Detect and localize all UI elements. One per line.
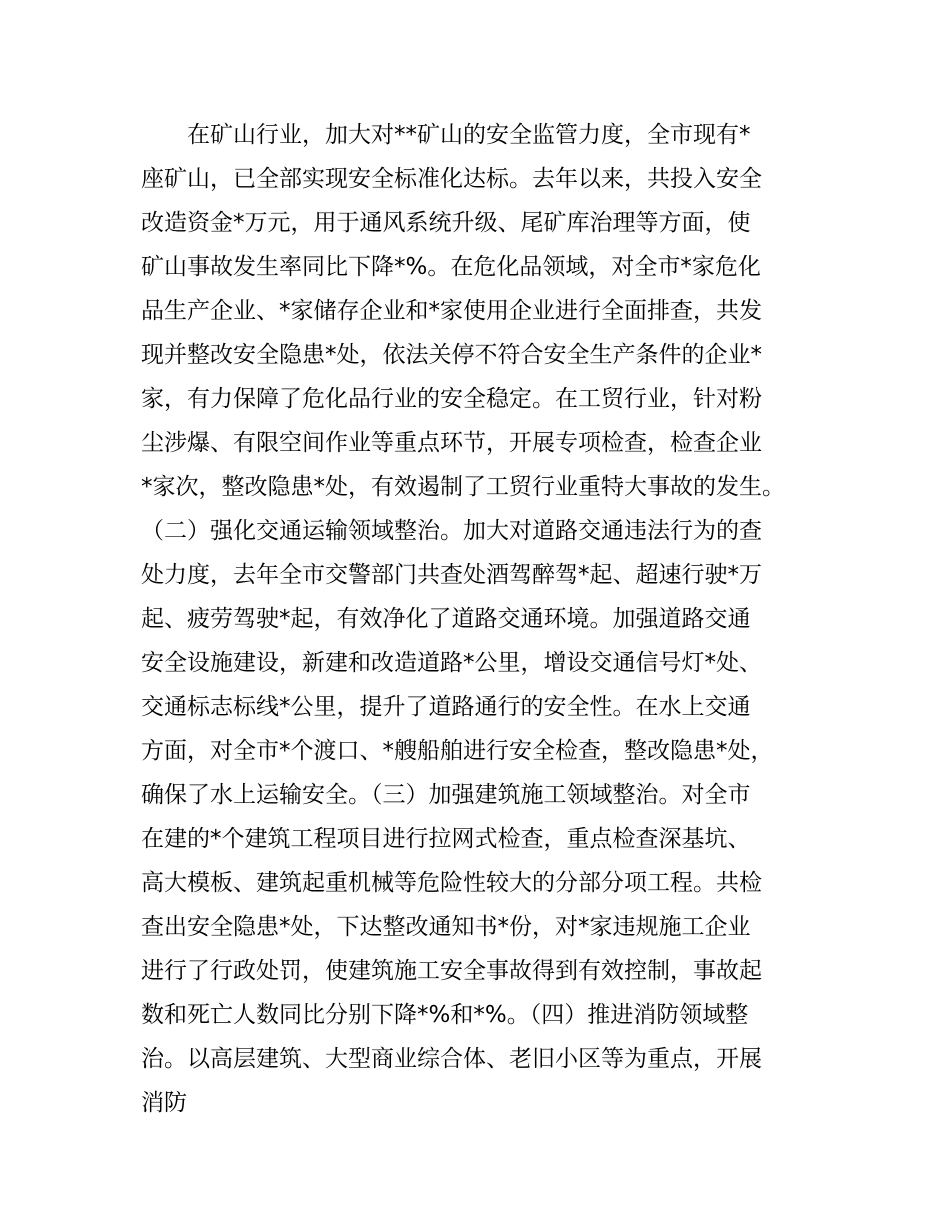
text-line: 家，有力保障了危化品行业的安全稳定。在工贸行业，针对粉	[141, 386, 762, 412]
text-line: 起、疲劳驾驶*起，有效净化了道路交通环境。加强道路交通	[141, 606, 751, 632]
body-paragraph	[141, 113, 831, 1125]
text-line: 尘涉爆、有限空间作业等重点环节，开展专项检查，检查企业	[141, 430, 762, 456]
text-line: 确保了水上运输安全。（三）加强建筑施工领域整治。对全市	[141, 782, 751, 808]
text-line: 进行了行政处罚，使建筑施工安全事故得到有效控制，事故起	[141, 958, 762, 984]
text-line: （二）强化交通运输领域整治。加大对道路交通违法行为的查	[141, 518, 762, 544]
text-line: 现并整改安全隐患*处，依法关停不符合安全生产条件的企业*	[141, 342, 762, 368]
text-line: 安全设施建设，新建和改造道路*公里，增设交通信号灯*处、	[141, 650, 762, 676]
text-line: 在矿山行业，加大对**矿山的安全监管力度，全市现有*	[187, 122, 751, 148]
text-line: *家次，整改隐患*处，有效遏制了工贸行业重特大事故的发生。	[141, 474, 785, 500]
text-line: 改造资金*万元，用于通风系统升级、尾矿库治理等方面，使	[141, 210, 751, 236]
text-line: 品生产企业、*家储存企业和*家使用企业进行全面排查，共发	[141, 298, 762, 324]
text-line: 座矿山，已全部实现安全标准化达标。去年以来，共投入安全	[141, 166, 762, 192]
text-line: 在建的*个建筑工程项目进行拉网式检查，重点检查深基坑、	[141, 826, 751, 852]
text-line: 高大模板、建筑起重机械等危险性较大的分部分项工程。共检	[141, 870, 762, 896]
text-line: 数和死亡人数同比分别下降*%和*%。（四）推进消防领域整	[141, 1002, 749, 1028]
text-line: 查出安全隐患*处，下达整改通知书*份，对*家违规施工企业	[141, 914, 751, 940]
text-line: 矿山事故发生率同比下降*%。在危化品领域，对全市*家危化	[141, 254, 761, 280]
text-line: 治。以高层建筑、大型商业综合体、老旧小区等为重点，开展	[141, 1046, 762, 1072]
text-line: 消防	[141, 1090, 187, 1116]
text-line: 方面，对全市*个渡口、*艘船舶进行安全检查，整改隐患*处，	[141, 738, 774, 764]
text-line: 交通标志标线*公里，提升了道路通行的安全性。在水上交通	[141, 694, 751, 720]
text-line: 处力度，去年全市交警部门共查处酒驾醉驾*起、超速行驶*万	[141, 562, 762, 588]
